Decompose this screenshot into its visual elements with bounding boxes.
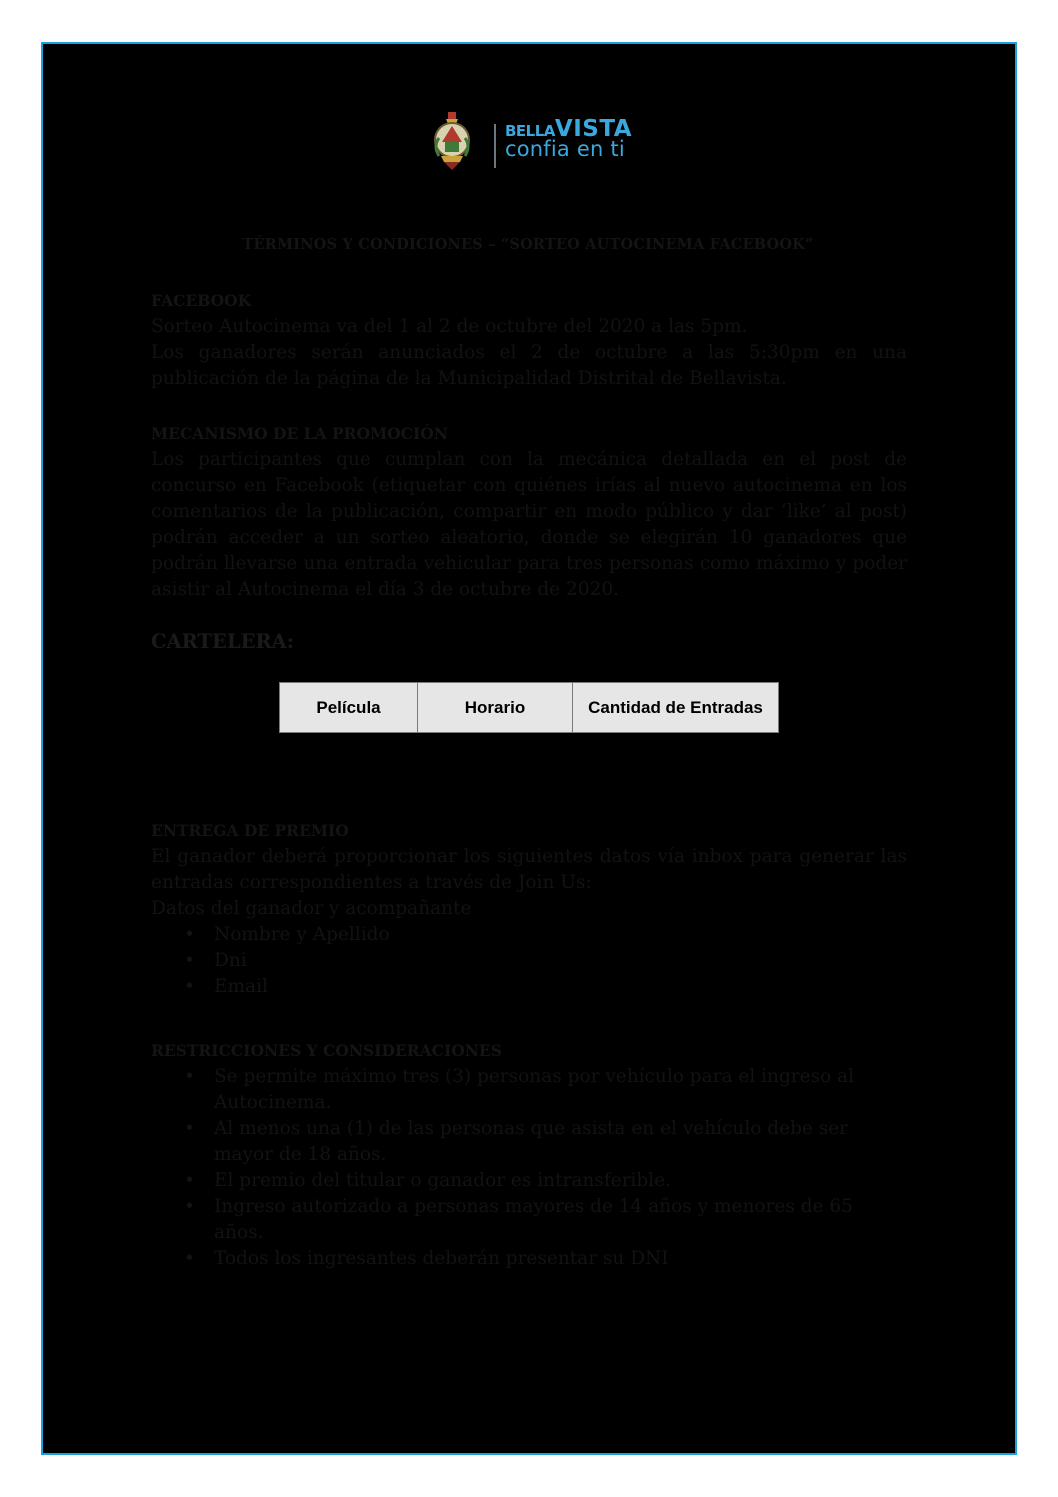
mecanismo-text: Los participantes que cumplan con la mecánica detallada en el post de concurso en Facebook (etiquetar con quiénes irías al nuevo autocinema en los comentarios de la publicación, compartir en modo público y dar ‘like’ al post) podrán acceder a un sorteo aleatorio, donde se elegirán 10 ganadores que podrán llevarse una entrada vehicular para tres personas como máximo y poder asistir al Autocinema el día 3 de octubre de 2020. xyxy=(151,449,907,600)
facebook-winners: Los ganadores serán anunciados el 2 de octubre a las 5:30pm en una publicación de la página de la Municipalidad Distrital de Bellavista. xyxy=(151,342,907,389)
restricciones-section xyxy=(151,1038,907,1272)
logo-divider xyxy=(494,124,496,168)
bullet-icon: • xyxy=(184,950,195,971)
facebook-dates: Sorteo Autocinema va del 1 al 2 de octubre del 2020 a las 5pm. xyxy=(151,316,748,337)
document-title: TÉRMINOS Y CONDICIONES – “SORTEO AUTOCINEMA FACEBOOK” xyxy=(242,236,814,253)
facebook-section xyxy=(151,288,907,392)
column-pelicula: Película xyxy=(280,683,418,733)
list-item: • Se permite máximo tres (3) personas por vehículo para el ingreso al Autocinema. xyxy=(184,1066,855,1113)
facebook-heading: FACEBOOK xyxy=(151,291,252,310)
mecanismo-section xyxy=(151,421,907,603)
bullet-icon: • xyxy=(184,976,195,997)
mecanismo-heading: MECANISMO DE LA PROMOCIÓN xyxy=(151,424,448,443)
entrega-subtitle: Datos del ganador y acompañante xyxy=(151,898,472,919)
table-header-row xyxy=(280,683,779,733)
list-item: • Email xyxy=(151,974,907,1000)
bullet-icon: • xyxy=(184,1066,195,1087)
entrega-text: El ganador deberá proporcionar los siguientes datos vía inbox para generar las entradas correspondientes a través de Join Us: xyxy=(151,846,907,893)
entrega-list xyxy=(151,922,907,1000)
bullet-icon: • xyxy=(184,924,195,945)
column-horario: Horario xyxy=(418,683,573,733)
list-item: • Dni xyxy=(151,948,907,974)
column-cantidad: Cantidad de Entradas xyxy=(573,683,779,733)
bullet-icon: • xyxy=(184,1170,195,1191)
list-item: • Ingreso autorizado a personas mayores de 14 años y menores de 65 años. xyxy=(184,1196,853,1243)
entrega-section xyxy=(151,818,907,1000)
list-item: • Al menos una (1) de las personas que asista en el vehículo debe ser mayor de 18 años. xyxy=(184,1118,849,1165)
list-item: • Todos los ingresantes deberán presentar su DNI xyxy=(151,1246,907,1272)
restricciones-heading: RESTRICCIONES Y CONSIDERACIONES xyxy=(151,1041,502,1060)
list-item: • El premio del titular o ganador es intransferible. xyxy=(151,1168,907,1194)
cartelera-table xyxy=(279,682,779,733)
bullet-icon: • xyxy=(184,1118,195,1139)
municipal-crest-icon xyxy=(427,110,477,174)
entrega-heading: ENTREGA DE PREMIO xyxy=(151,821,349,840)
bellavista-logo xyxy=(427,110,647,174)
restricciones-list xyxy=(151,1064,907,1272)
cartelera-heading: CARTELERA: xyxy=(151,630,294,653)
brand-wordmark: BELLAVISTA confia en ti xyxy=(505,116,633,161)
list-item: • Nombre y Apellido xyxy=(151,922,907,948)
bullet-icon: • xyxy=(184,1248,195,1269)
bullet-icon: • xyxy=(184,1196,195,1217)
